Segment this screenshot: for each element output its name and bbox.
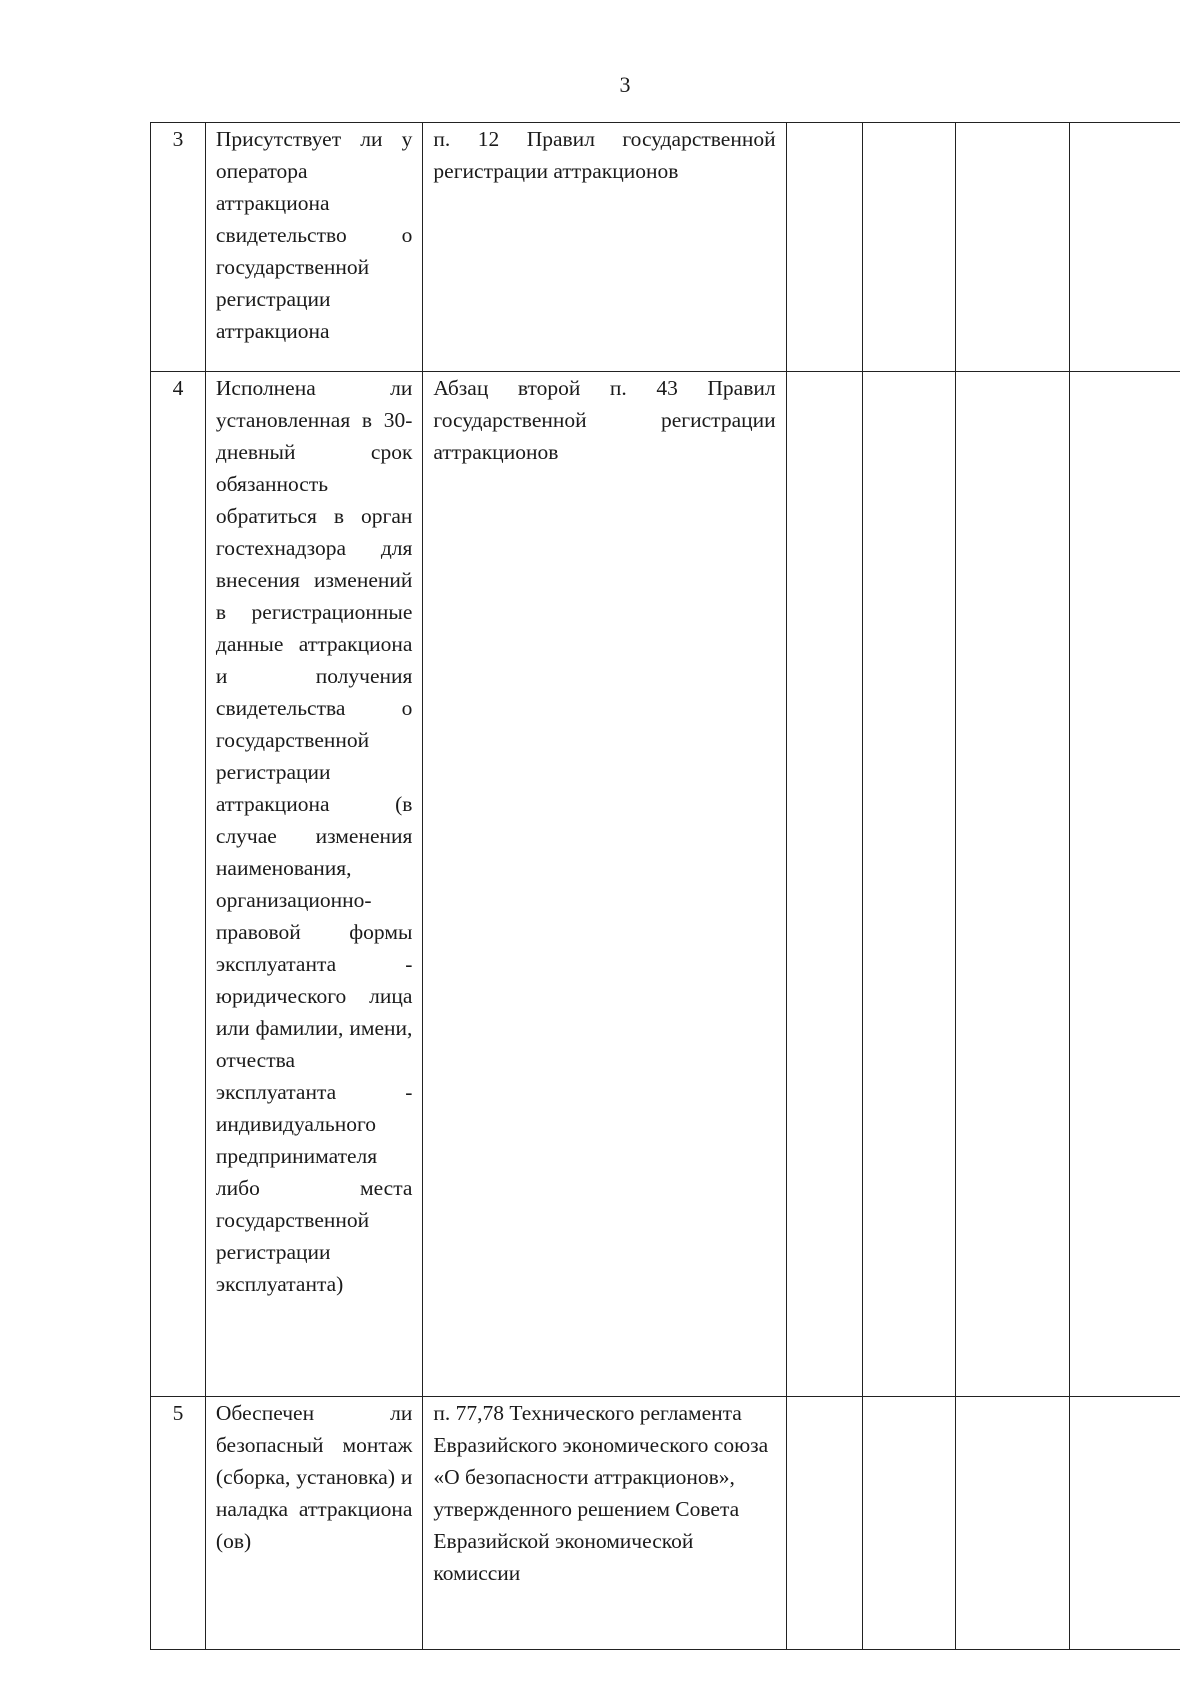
answer-cell-yes <box>786 123 862 372</box>
row-number: 3 <box>151 123 206 372</box>
reference-cell <box>423 372 786 1397</box>
answer-cell-na <box>955 1397 1069 1650</box>
reference-cell <box>423 123 786 372</box>
reference-text: Абзац второй п. 43 Правил государственной регистрации аттракционов <box>433 376 776 464</box>
answer-cell-note <box>1069 1397 1180 1650</box>
checklist-table <box>150 122 1180 1650</box>
row-number: 5 <box>151 1397 206 1650</box>
answer-cell-no <box>862 372 955 1397</box>
table-row <box>151 123 1181 372</box>
table-row <box>151 1397 1181 1650</box>
question-cell <box>205 123 423 372</box>
reference-text: п. 12 Правил государственной регистрации аттракционов <box>433 127 776 183</box>
answer-cell-no <box>862 123 955 372</box>
reference-text: п. 77,78 Технического регламента Евразийского экономического союза «О безопасности аттракционов», утвержденного решением Совета Евразийской экономической комиссии <box>433 1401 769 1585</box>
row-number: 4 <box>151 372 206 1397</box>
answer-cell-note <box>1069 372 1180 1397</box>
table-row <box>151 372 1181 1397</box>
answer-cell-yes <box>786 1397 862 1650</box>
question-text: Обеспечен ли безопасный монтаж (сборка, установка) и наладка аттракциона (ов) <box>215 1401 413 1553</box>
answer-cell-na <box>955 123 1069 372</box>
answer-cell-no <box>862 1397 955 1650</box>
answer-cell-note <box>1069 123 1180 372</box>
question-text: Исполнена ли установленная в 30-дневный срок обязанность обратиться в орган гостехнадзора для внесения изменений в регистрационные данные аттракциона и получения свидетельства о государственной регистрации аттракциона (в случае изменения наименования, организационно-правовой формы эксплуатанта - юридического лица или фамилии, имени, отчества эксплуатанта - индивидуального предпринимателя либо места государственной регистрации эксплуатанта) <box>215 376 413 1296</box>
page-number: 3 <box>619 72 631 97</box>
question-text: Присутствует ли у оператора аттракциона свидетельство о государственной регистрации аттракциона <box>215 127 413 343</box>
question-cell <box>205 1397 423 1650</box>
reference-cell <box>423 1397 786 1650</box>
question-cell <box>205 372 423 1397</box>
answer-cell-na <box>955 372 1069 1397</box>
answer-cell-yes <box>786 372 862 1397</box>
